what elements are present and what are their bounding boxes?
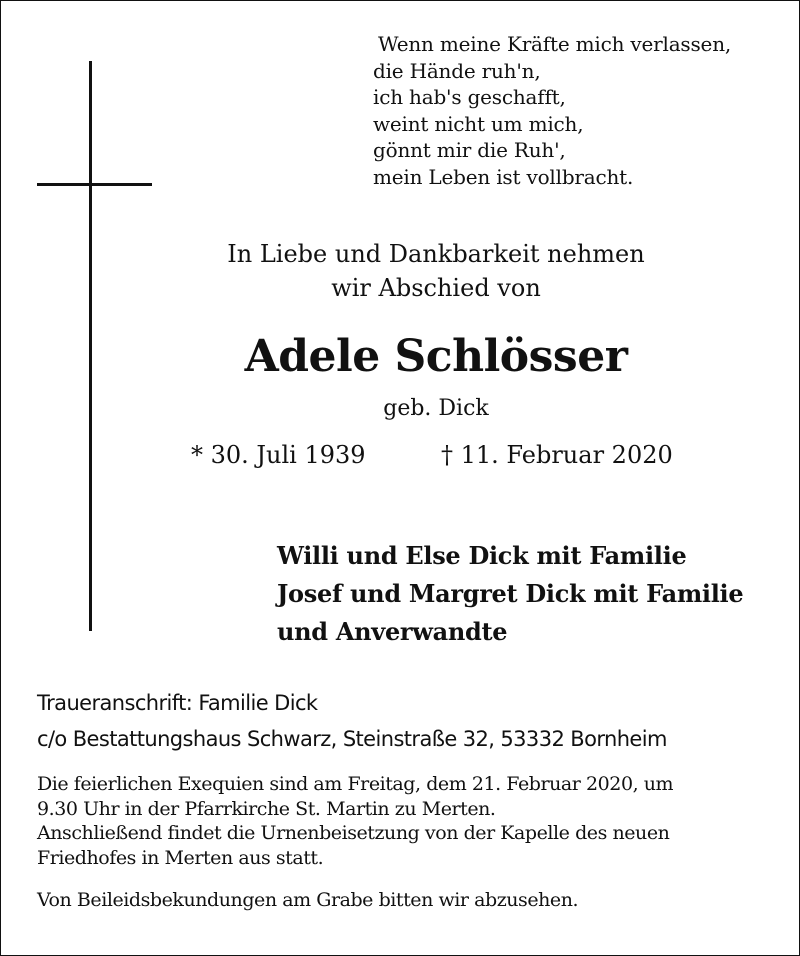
poem-line: ich hab's geschafft, [373,85,566,109]
poem-line: Wenn meine Kräfte mich verlassen, [378,32,732,56]
service-details [37,772,787,870]
poem-line: weint nicht um mich, [373,111,584,136]
service-line: Friedhofes in Merten aus statt. [37,846,324,869]
poem-line: gönnt mir die Ruh', [373,138,566,162]
poem-line: mein Leben ist vollbracht. [373,164,634,189]
intro-line-2: wir Abschied von [331,274,541,302]
mourner-line: Josef und Margret Dick mit Familie [277,579,744,608]
address-line-1: Traueranschrift: Familie Dick [37,691,318,715]
poem [373,31,793,190]
service-line: Die feierlichen Exequien sind am Freitag, dem 21. Februar 2020, um [37,773,674,795]
death-date: † 11. Februar 2020 [441,441,673,469]
service-line: 9.30 Uhr in der Pfarrkirche St. Martin zu Merten. [37,797,496,820]
birth-date: * 30. Juli 1939 [191,441,366,469]
address-line-2: c/o Bestattungshaus Schwarz, Steinstraße 32, 53332 Bornheim [37,727,667,751]
condolence-note: Von Beileidsbekundungen am Grabe bitten wir abzusehen. [37,889,579,911]
intro-line-1: In Liebe und Dankbarkeit nehmen [227,240,645,268]
mourner-line: Willi und Else Dick mit Familie [277,541,687,570]
farewell-intro [181,237,691,305]
mourner-line: und Anverwandte [277,617,508,646]
service-line: Anschließend findet die Urnenbeisetzung von der Kapelle des neuen [37,822,670,844]
cross-icon-vertical-bar [89,61,92,631]
deceased-name: Adele Schlösser [244,331,628,382]
poem-line: die Hände ruh'n, [373,58,541,83]
cross-icon-horizontal-bar [37,183,152,186]
mourners-list [277,537,787,651]
mourning-address [37,685,787,757]
birth-name: geb. Dick [383,396,489,421]
